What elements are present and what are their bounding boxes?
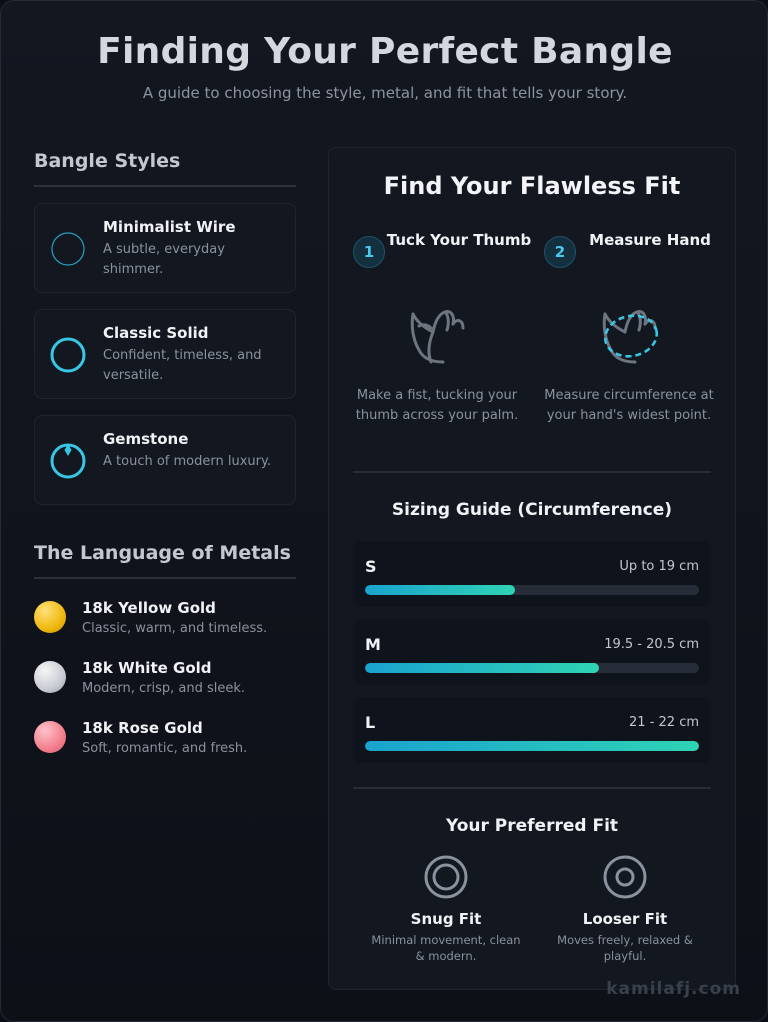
divider [353,787,711,789]
page-subtitle: A guide to choosing the style, metal, and fit that tells your story. [142,84,628,102]
step-number: 2 [544,236,576,268]
metals-heading: The Language of Metals [34,539,296,579]
looser-fit-icon [602,854,648,900]
metal-yellow-gold[interactable] [34,597,296,657]
hand-fist-icon [403,306,473,370]
style-card-gemstone[interactable] [34,415,296,505]
size-bar-track [365,741,699,751]
sizing-guide-heading: Sizing Guide (Circumference) [391,500,673,520]
metal-name: 18k White Gold [82,659,212,677]
step-desc: Measure circumference at your hand's widest point. [544,388,714,423]
watermark: kamilafj.com [606,979,741,999]
step-desc: Make a fist, tucking your thumb across your palm. [355,388,519,423]
size-row-m[interactable] [353,619,711,685]
size-range: 21 - 22 cm [629,715,699,730]
fit-panel [328,147,736,990]
fit-name: Snug Fit [410,910,482,928]
fit-name: Looser Fit [582,910,668,928]
metal-desc: Soft, romantic, and fresh. [82,741,248,756]
size-bar-fill [365,663,599,673]
metal-name: 18k Yellow Gold [82,599,216,617]
hand-measure-icon [595,306,665,370]
fit-panel-title: Find Your Flawless Fit [383,172,681,200]
gem-ring-icon [49,442,87,480]
size-bar-fill [365,585,515,595]
step-title: Measure Hand [589,231,711,249]
style-name: Gemstone [103,430,189,448]
size-label: L [365,713,376,732]
white-gold-swatch [34,661,66,693]
bangle-styles-heading: Bangle Styles [34,147,296,187]
metal-name: 18k Rose Gold [82,719,203,737]
size-range: Up to 19 cm [619,559,699,574]
size-bar-track [365,663,699,673]
style-card-minimalist-wire[interactable] [34,203,296,293]
size-bar-fill [365,741,699,751]
fit-option-snug[interactable] [366,854,526,964]
rose-gold-swatch [34,721,66,753]
metal-rose-gold[interactable] [34,717,296,777]
thick-ring-icon [49,336,87,374]
metals-list [34,597,296,777]
style-desc: Confident, timeless, and versatile. [103,348,262,383]
preferred-fit-heading: Your Preferred Fit [445,816,619,836]
thin-ring-icon [49,230,87,268]
metal-desc: Classic, warm, and timeless. [82,621,268,636]
style-desc: A touch of modern luxury. [103,454,271,469]
fit-desc: Minimal movement, clean & modern. [371,933,521,963]
step-number: 1 [353,236,385,268]
snug-fit-icon [423,854,469,900]
style-name: Minimalist Wire [103,218,236,236]
style-name: Classic Solid [103,324,209,342]
metal-white-gold[interactable] [34,657,296,717]
fit-desc: Moves freely, relaxed & playful. [557,933,693,963]
divider [353,471,711,473]
step-title: Tuck Your Thumb [386,231,532,249]
style-card-classic-solid[interactable] [34,309,296,399]
size-row-s[interactable] [353,541,711,607]
size-label: M [365,635,381,654]
page-title: Finding Your Perfect Bangle [97,31,673,72]
size-bar-track [365,585,699,595]
size-label: S [365,557,377,576]
size-row-l[interactable] [353,697,711,763]
metal-desc: Modern, crisp, and sleek. [82,681,246,696]
size-range: 19.5 - 20.5 cm [604,637,699,652]
yellow-gold-swatch [34,601,66,633]
fit-option-looser[interactable] [545,854,705,964]
left-column [34,147,296,777]
style-desc: A subtle, everyday shimmer. [103,242,225,277]
